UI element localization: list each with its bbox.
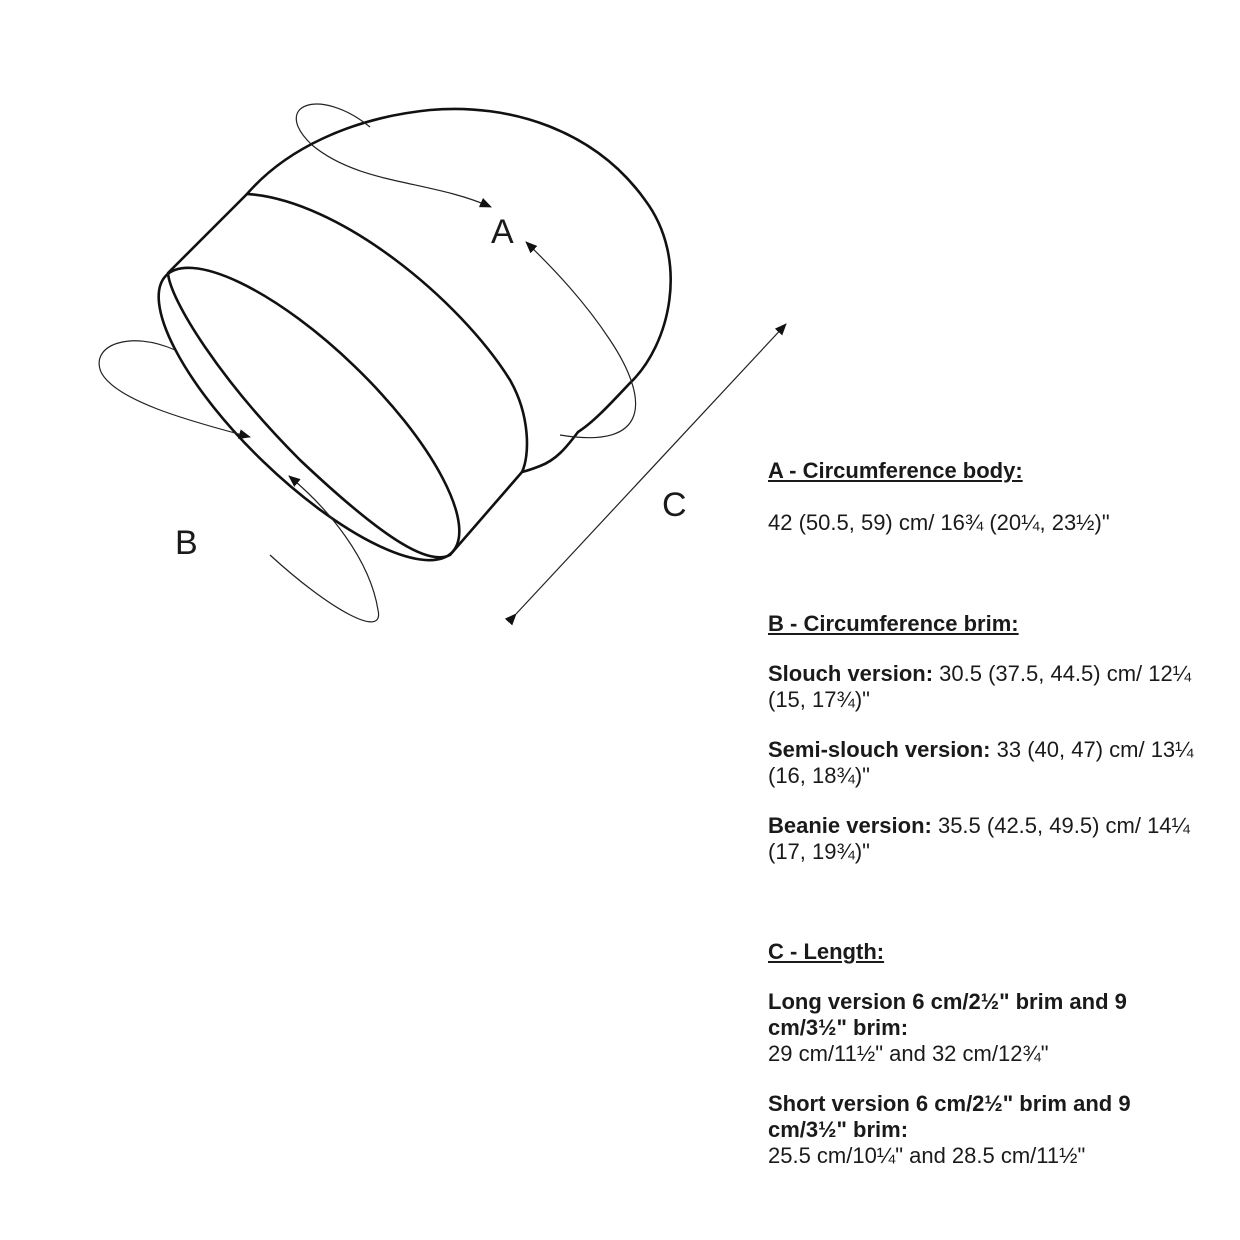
arrow-c bbox=[516, 324, 786, 614]
label-a: A bbox=[491, 213, 514, 251]
label-b: B bbox=[175, 524, 198, 562]
slouch-version-name: Slouch version: bbox=[768, 661, 934, 686]
section-c-title: C - Length: bbox=[768, 939, 885, 964]
short-version-name: Short version 6 cm/2½" brim and 9 cm/3½" brim: bbox=[768, 1091, 1131, 1142]
semi-slouch-version-name: Semi-slouch version: bbox=[768, 737, 991, 762]
beanie-version-value: 35.5 (42.5, 49.5) cm/ 14¼ (17, 19¾)" bbox=[768, 813, 1190, 864]
section-a-title: A - Circumference body: bbox=[768, 458, 1023, 483]
arrow-b-bottom bbox=[270, 476, 379, 622]
measurement-notes bbox=[768, 458, 1208, 1169]
long-version-value: 29 cm/11½" and 32 cm/12¾" bbox=[768, 1041, 1049, 1066]
label-c: C bbox=[662, 486, 687, 524]
section-a-value: 42 (50.5, 59) cm/ 16¾ (20¼, 23½)" bbox=[768, 510, 1110, 535]
short-version-value: 25.5 cm/10¼" and 28.5 cm/11½" bbox=[768, 1143, 1086, 1168]
short-version bbox=[768, 1091, 1208, 1169]
arrow-a-top bbox=[296, 104, 491, 207]
hat-body bbox=[247, 109, 671, 472]
slouch-version bbox=[768, 661, 1208, 713]
beanie-version bbox=[768, 813, 1208, 865]
arrow-a-bottom bbox=[526, 242, 636, 438]
semi-slouch-version-value: 33 (40, 47) cm/ 13¼ (16, 18¾)" bbox=[768, 737, 1194, 788]
long-version-name: Long version 6 cm/2½" brim and 9 cm/3½" brim: bbox=[768, 989, 1127, 1040]
beanie-version-name: Beanie version: bbox=[768, 813, 932, 838]
slouch-version-value: 30.5 (37.5, 44.5) cm/ 12¼ (15, 17¾)" bbox=[768, 661, 1192, 712]
hat-brim bbox=[168, 194, 527, 557]
long-version bbox=[768, 989, 1208, 1067]
section-b-title: B - Circumference brim: bbox=[768, 611, 1019, 636]
semi-slouch-version bbox=[768, 737, 1208, 789]
